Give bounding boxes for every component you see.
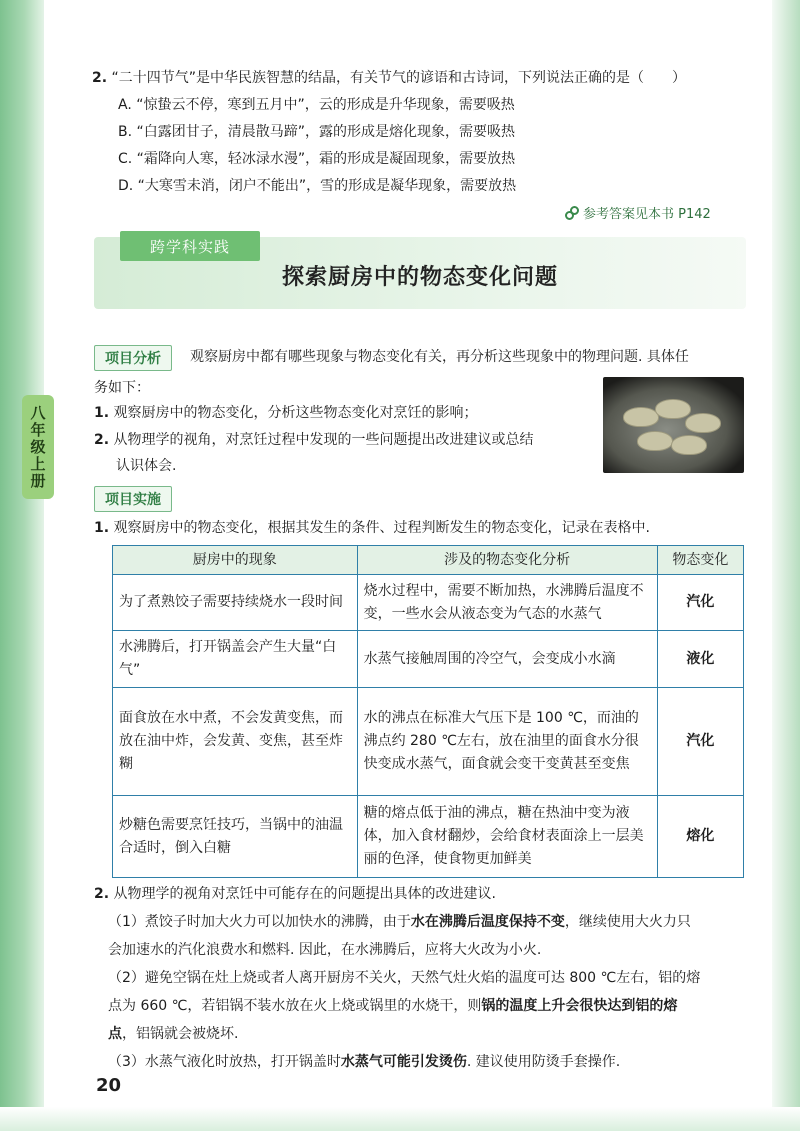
step-2-text: 从物理学的视角对烹饪中可能存在的问题提出具体的改进建议. — [113, 886, 496, 902]
question-number: 2. — [92, 70, 108, 86]
cell-phenomenon: 为了煮熟饺子需要持续烧水一段时间 — [113, 575, 358, 631]
table-row — [113, 575, 744, 631]
suggestion-2-text: （2）避免空锅在灶上烧或者人离开厨房不关火，天然气灶火焰的温度可达 800 ℃左右，铝的熔 — [108, 970, 701, 986]
state-change-table — [112, 545, 744, 878]
implementation-label: 项目实施 — [94, 486, 172, 512]
dumpling — [637, 431, 673, 451]
cell-change: 液化 — [657, 631, 743, 688]
dumpling — [685, 413, 721, 433]
cell-analysis: 水的沸点在标准大气压下是 100 ℃，而油的沸点约 280 ℃左右，放在油里的面食水分很快变成水蒸气，面食就会变干变黄甚至变焦 — [357, 688, 657, 796]
dumpling — [655, 399, 691, 419]
cell-phenomenon: 水沸腾后，打开锅盖会产生大量“白气” — [113, 631, 358, 688]
table-row — [113, 796, 744, 878]
table-row — [113, 688, 744, 796]
cell-phenomenon: 面食放在水中煮，不会发黄变焦，而放在油中炸，会发黄、变焦，甚至炸糊 — [113, 688, 358, 796]
option-a: A. “惊蛰云不停，寒到五月中”，云的形成是升华现象，需要吸热 — [118, 97, 515, 113]
suggestion-2-text: 点为 660 ℃，若铝锅不装水放在火上烧或锅里的水烧干，则 — [108, 998, 482, 1014]
page-edge-bottom — [0, 1107, 800, 1131]
suggestion-2-key: 点 — [108, 1026, 122, 1042]
answer-reference — [565, 203, 711, 222]
suggestion-3-text: . 建议使用防烫手套操作. — [466, 1054, 621, 1070]
dumpling — [623, 407, 659, 427]
task-1 — [94, 403, 478, 423]
cell-analysis: 水蒸气接触周围的冷空气，会变成小水滴 — [357, 631, 657, 688]
step-2-number: 2. — [94, 886, 110, 902]
task-1-text: 观察厨房中的物态变化，分析这些物态变化对烹饪的影响； — [113, 405, 478, 421]
question-2-stem — [92, 68, 686, 88]
cell-change: 汽化 — [657, 688, 743, 796]
suggestion-3 — [108, 1048, 620, 1076]
page-number: 20 — [96, 1075, 122, 1096]
suggestion-1 — [108, 908, 748, 964]
page-edge-right — [772, 0, 800, 1131]
question-text: “二十四节气”是中华民族智慧的结晶，有关节气的谚语和古诗词，下列说法正确的是（ ） — [111, 70, 687, 86]
suggestion-1-text: ，继续使用大火力只 — [564, 914, 691, 930]
suggestion-1-key: 水在沸腾后温度保持不变 — [410, 914, 565, 930]
suggestion-2-key: 锅的温度上升会很快达到铝的熔 — [481, 998, 678, 1014]
task-2-number: 2. — [94, 432, 110, 448]
suggestion-3-key: 水蒸气可能引发烫伤 — [340, 1054, 467, 1070]
step-1-number: 1. — [94, 520, 110, 536]
table-row — [113, 631, 744, 688]
suggestion-2-text: ，铝锅就会被烧坏. — [122, 1026, 239, 1042]
header-change: 物态变化 — [657, 546, 743, 575]
option-d: D. “大寒雪未消，闭户不能出”，雪的形成是凝华现象，需要放热 — [118, 178, 517, 194]
analysis-intro-line2: 务如下： — [94, 380, 150, 396]
chain-link-icon — [565, 206, 579, 220]
cell-change: 汽化 — [657, 575, 743, 631]
suggestion-1-text: 会加速水的汽化浪费水和燃料. 因此，在水沸腾后，应将大火改为小火. — [108, 942, 542, 958]
task-2 — [94, 430, 534, 450]
task-1-number: 1. — [94, 405, 110, 421]
task-2-continuation: 认识体会. — [116, 458, 177, 474]
option-b: B. “白露团甘子，清晨散马蹄”，露的形成是熔化现象，需要吸热 — [118, 124, 516, 140]
cell-change: 熔化 — [657, 796, 743, 878]
cell-phenomenon: 炒糖色需要烹饪技巧，当锅中的油温合适时，倒入白糖 — [113, 796, 358, 878]
option-c: C. “霜降向人寒，轻冰渌水漫”，霜的形成是凝固现象，需要放热 — [118, 151, 516, 167]
suggestion-2 — [108, 964, 748, 1048]
cell-analysis: 糖的熔点低于油的沸点，糖在热油中变为液体，加入食材翻炒，会给食材表面涂上一层美丽的色泽，使食物更加鲜美 — [357, 796, 657, 878]
grade-side-tab: 八年级上册 — [22, 395, 54, 499]
suggestion-1-text: （1）煮饺子时加大火力可以加快水的沸腾，由于 — [108, 914, 411, 930]
analysis-label: 项目分析 — [94, 345, 172, 371]
answer-reference-text: 参考答案见本书 P142 — [583, 207, 711, 222]
step-1 — [94, 518, 650, 538]
dumpling-photo — [603, 377, 744, 473]
header-phenomenon: 厨房中的现象 — [113, 546, 358, 575]
dumpling — [671, 435, 707, 455]
page-edge-left — [0, 0, 44, 1131]
banner-tag: 跨学科实践 — [120, 231, 260, 261]
banner-title: 探索厨房中的物态变化问题 — [281, 264, 558, 290]
step-2-title — [94, 880, 496, 908]
step-1-text: 观察厨房中的物态变化，根据其发生的条件、过程判断发生的物态变化，记录在表格中. — [113, 520, 650, 536]
suggestion-3-text: （3）水蒸气液化时放热，打开锅盖时 — [108, 1054, 341, 1070]
header-analysis: 涉及的物态变化分析 — [357, 546, 657, 575]
cell-analysis: 烧水过程中，需要不断加热，水沸腾后温度不变，一些水会从液态变为气态的水蒸气 — [357, 575, 657, 631]
table-header-row — [113, 546, 744, 575]
analysis-intro-line1: 观察厨房中都有哪些现象与物态变化有关，再分析这些现象中的物理问题. 具体任 — [190, 349, 689, 365]
task-2-text: 从物理学的视角，对烹饪过程中发现的一些问题提出改进建议或总结 — [113, 432, 534, 448]
